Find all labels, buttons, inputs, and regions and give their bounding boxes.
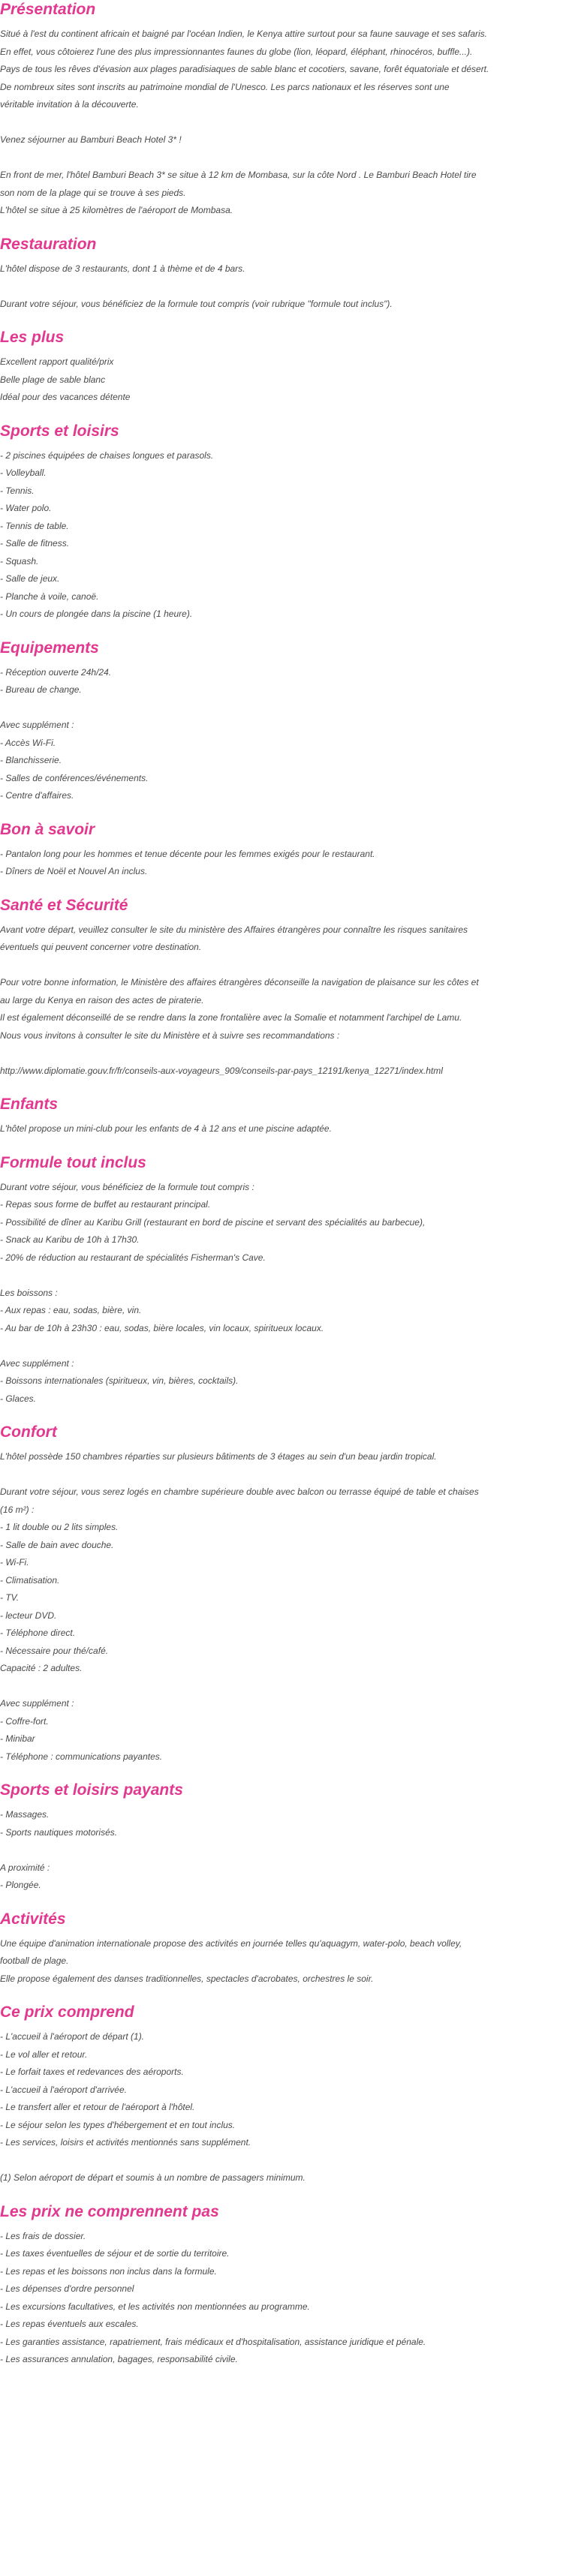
text-line: - Au bar de 10h à 23h30 : eau, sodas, bière locales, vin locaux, spiritueux locaux. [0,1322,324,1333]
text-line: - Water polo. [0,503,52,513]
text-line: football de plage. [0,1955,69,1966]
section-sports-et-loisirs-payants [0,1778,569,1895]
text-line: - Tennis. [0,485,35,496]
text-line: - Aux repas : eau, sodas, bière, vin. [0,1305,142,1315]
text-line: - Squash. [0,555,39,567]
text-line: - Salle de jeux. [0,573,60,584]
text-line: Nous vous invitons à consulter le site du Ministère et à suivre ses recommandations : [0,1029,340,1041]
section-title: Santé et Sécurité [0,896,128,914]
text-line: (16 m²) : [0,1504,35,1515]
section-enfants [0,1093,569,1138]
text-line: Situé à l'est du continent africain et baigné par l'océan Indien, le Kenya attire surtout pour sa faune sauvage et ses safaris. [0,29,487,39]
text-line: - Téléphone direct. [0,1628,76,1638]
text-line: Avec supplément : [0,1698,74,1709]
text-line: De nombreux sites sont inscrits au patrimoine mondial de l'Unesco. Les parcs nationaux et les réserves sont une [0,81,450,92]
section-presentation [0,0,569,220]
section-title: Les prix ne comprennent pas [0,2202,219,2220]
section-les-plus [0,326,569,407]
text-line: - 2 piscines équipées de chaises longues et parasols. [0,449,214,461]
text-line: - Nécessaire pour thé/café. [0,1645,109,1656]
section-bon-a-savoir [0,818,569,881]
text-line: son nom de la plage qui se trouve à ses pieds. [0,187,186,198]
section-title: Activités [0,1910,66,1928]
text-line: - Salle de bain avec douche. [0,1539,114,1550]
text-line: - 20% de réduction au restaurant de spécialités Fisherman's Cave. [0,1252,266,1263]
text-line: éventuels qui peuvent concerner votre destination. [0,942,202,952]
text-line: véritable invitation à la découverte. [0,99,139,110]
section-title: Confort [0,1423,57,1441]
text-line: - Centre d'affaires. [0,790,74,801]
blank-line [0,699,569,717]
text-line: - Boissons internationales (spiritueux, vin, bières, cocktails). [0,1375,239,1386]
text-line: Durant votre séjour, vous bénéficiez de la formule tout compris (voir rubrique "formule tout inclus"). [0,298,393,309]
text-line: - L'accueil à l'aéroport d'arrivée. [0,2084,127,2095]
blank-line [0,1337,569,1355]
text-line: - Repas sous forme de buffet au restaurant principal. [0,1199,211,1210]
blank-line [0,1466,569,1484]
text-line: Avec supplément : [0,720,74,730]
blank-line [0,1841,569,1859]
text-line: - Plongée. [0,1880,41,1890]
section-les-prix-ne-comprennent-pas [0,2200,569,2369]
text-line: Elle propose également des danses traditionnelles, spectacles d'acrobates, orchestres le soir. [0,1973,374,1984]
text-line: Durant votre séjour, vous bénéficiez de la formule tout compris : [0,1181,254,1192]
section-confort [0,1420,569,1766]
text-line: Avant votre départ, veuillez consulter le site du ministère des Affaires étrangères pour connaître les risques sanitaires [0,924,468,935]
text-line: - Wi-Fi. [0,1557,29,1568]
text-line: - Les repas éventuels aux escales. [0,2319,139,2329]
section-restauration [0,233,569,314]
text-line: - Le forfait taxes et redevances des aéroports. [0,2067,184,2077]
blank-line [0,114,569,132]
text-line: (1) Selon aéroport de départ et soumis à un nombre de passagers minimum. [0,2172,306,2183]
text-line: - TV. [0,1592,20,1603]
text-line: - Téléphone : communications payantes. [0,1751,163,1762]
text-line: En effet, vous côtoierez l'une des plus impressionnantes faunes du globe (lion, léopard, éléphant, rhinocéros, buffle...). [0,46,473,57]
section-sports-et-loisirs [0,419,569,624]
text-line: Avec supplément : [0,1357,74,1369]
section-title: Présentation [0,1,96,18]
text-line: - Sports nautiques motorisés. [0,1826,118,1838]
text-line: L'hôtel propose un mini-club pour les enfants de 4 à 12 ans et une piscine adaptée. [0,1123,332,1134]
text-line: - lecteur DVD. [0,1610,57,1621]
text-line: - Climatisation. [0,1574,60,1586]
section-title: Formule tout inclus [0,1153,146,1171]
section-title: Equipements [0,639,99,657]
text-line: http://www.diplomatie.gouv.fr/fr/conseils-aux-voyageurs_909/conseils-par-pays_12191/kenya_12271/index.html [0,1065,443,1076]
text-line: - Réception ouverte 24h/24. [0,666,112,678]
text-line: - Possibilité de dîner au Karibu Grill (restaurant en bord de piscine et servant des spécialités au barbecue), [0,1216,426,1228]
blank-line [0,278,569,296]
text-line: - Tennis de table. [0,520,69,531]
section-title: Restauration [0,235,97,253]
section-equipements [0,636,569,805]
text-line: - Le vol aller et retour. [0,2048,88,2060]
text-line: Pour votre bonne information, le Ministère des affaires étrangères déconseille la navigation de plaisance sur les côtes et [0,977,479,987]
text-line: - Volleyball. [0,467,47,478]
text-line: - Snack au Karibu de 10h à 17h30. [0,1234,140,1245]
text-line: - L'accueil à l'aéroport de départ (1). [0,2031,145,2042]
text-line: - Planche à voile, canoë. [0,591,99,602]
text-line: Les boissons : [0,1287,58,1298]
text-line: Idéal pour des vacances détente [0,392,131,402]
text-line: - Minibar [0,1733,35,1744]
text-line: - Coffre-fort. [0,1715,49,1727]
blank-line [0,957,569,975]
text-line: - Les garanties assistance, rapatriement, frais médicaux et d'hospitalisation, assistance juridique et pénale. [0,2336,426,2347]
section-activites [0,1907,569,1988]
text-line: Une équipe d'animation internationale propose des activités en journée telles qu'aquagym, water-polo, beach volley, [0,1937,462,1949]
text-line: - Les frais de dossier. [0,2230,86,2241]
text-line: Capacité : 2 adultes. [0,1663,83,1673]
text-line: - Pantalon long pour les hommes et tenue décente pour les femmes exigés pour le restaurant. [0,848,375,859]
blank-line [0,1045,569,1063]
text-line: - Les services, loisirs et activités mentionnés sans supplément. [0,2137,251,2148]
text-line: L'hôtel possède 150 chambres réparties sur plusieurs bâtiments de 3 étages au sein d'un beau jardin tropical. [0,1451,437,1462]
text-line: A proximité : [0,1862,50,1873]
text-line: - Massages. [0,1809,50,1820]
text-line: - Les assurances annulation, bagages, responsabilité civile. [0,2354,238,2364]
text-line: - Dîners de Noël et Nouvel An inclus. [0,866,148,876]
text-line: Durant votre séjour, vous serez logés en chambre supérieure double avec balcon ou terrasse équipé de table et chaises [0,1486,479,1497]
text-line: Pays de tous les rêves d'évasion aux plages paradisiaques de sable blanc et cocotiers, savane, forêt équatoriale et désert. [0,64,489,74]
section-title: Sports et loisirs payants [0,1781,183,1799]
section-formule-tout-inclus [0,1151,569,1408]
section-ce-prix-comprend [0,2000,569,2187]
blank-line [0,149,569,167]
text-line: - Les dépenses d'ordre personnel [0,2283,134,2294]
text-line: Il est également déconseillé de se rendre dans la zone frontalière avec la Somalie et notamment l'archipel de Lamu. [0,1012,462,1023]
text-line: - Glaces. [0,1393,37,1404]
section-title: Ce prix comprend [0,2003,134,2021]
section-sante-et-securite [0,894,569,1081]
text-line: En front de mer, l'hôtel Bamburi Beach 3* se situe à 12 km de Mombasa, sur la côte Nord . Le Bamburi Beach Hotel tire [0,170,477,180]
text-line: Venez séjourner au Bamburi Beach Hotel 3* ! [0,134,182,145]
blank-line [0,1267,569,1285]
blank-line [0,1678,569,1696]
text-line: - Le séjour selon les types d'hébergement et en tout inclus. [0,2119,236,2130]
blank-line [0,2152,569,2170]
text-line: - Accès Wi-Fi. [0,737,56,748]
section-title: Enfants [0,1096,59,1113]
text-line: - 1 lit double ou 2 lits simples. [0,1522,119,1532]
section-title: Sports et loisirs [0,422,119,440]
text-line: - Les taxes éventuelles de séjour et de sortie du territoire. [0,2248,230,2259]
text-line: - Un cours de plongée dans la piscine (1 heure). [0,609,193,619]
text-line: - Les repas et les boissons non inclus dans la formule. [0,2265,217,2277]
text-line: - Salle de fitness. [0,538,70,549]
text-line: - Les excursions facultatives, et les activités non mentionnées au programme. [0,2301,310,2312]
text-line: - Salles de conférences/événements. [0,772,149,783]
section-title: Les plus [0,329,65,346]
text-line: L'hôtel dispose de 3 restaurants, dont 1 à thème et de 4 bars. [0,263,245,274]
section-title: Bon à savoir [0,820,95,838]
text-line: - Le transfert aller et retour de l'aéroport à l'hôtel. [0,2102,195,2112]
text-line: au large du Kenya en raison des actes de piraterie. [0,994,204,1005]
text-line: Excellent rapport qualité/prix [0,356,114,367]
text-line: L'hôtel se situe à 25 kilomètres de l'aéroport de Mombasa. [0,205,233,215]
text-line: - Blanchisserie. [0,755,62,765]
text-line: - Bureau de change. [0,684,82,695]
text-line: Belle plage de sable blanc [0,374,106,385]
